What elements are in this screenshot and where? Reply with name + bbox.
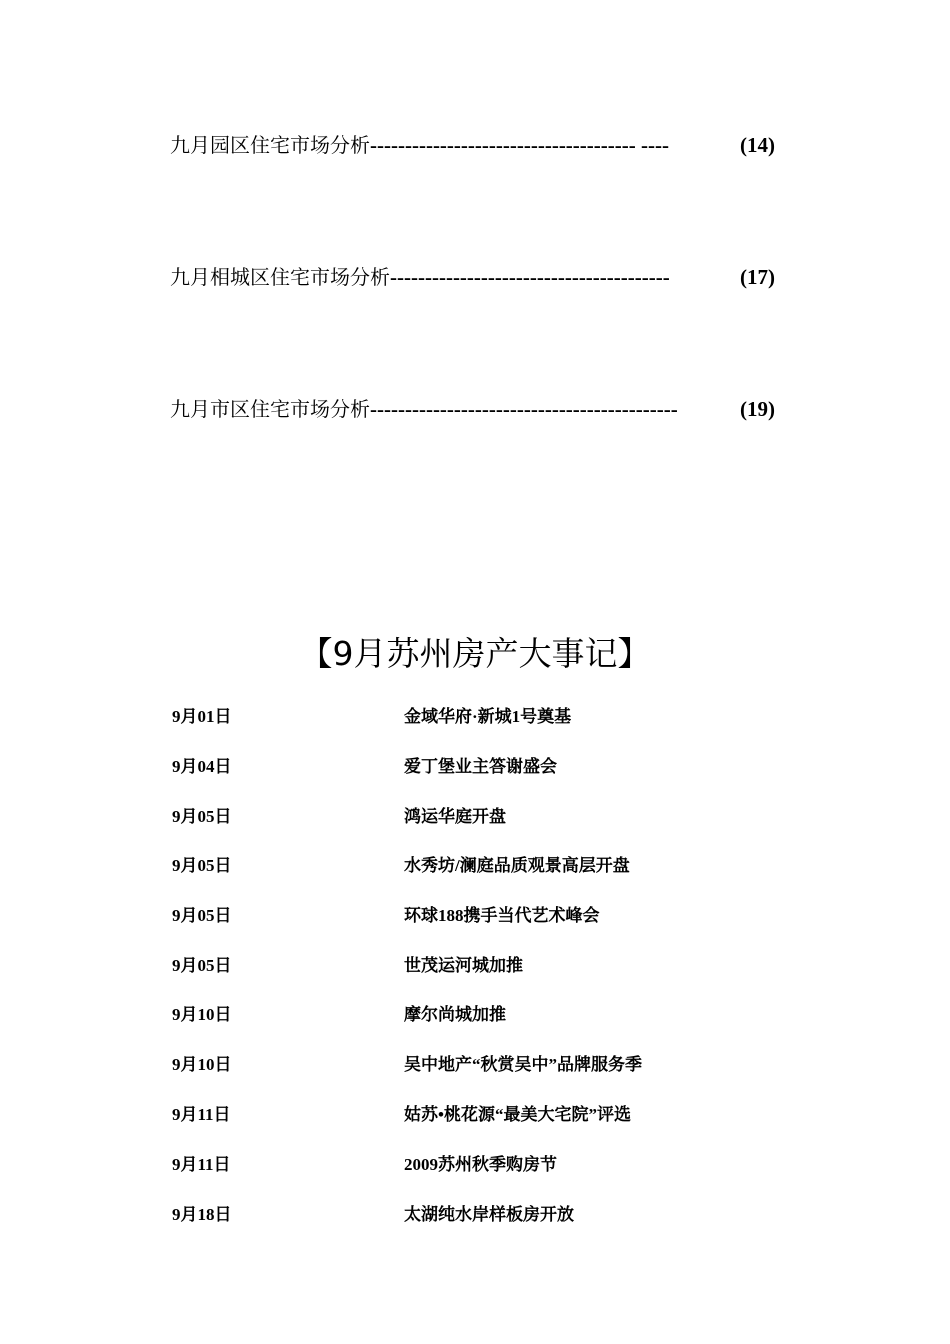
event-name: 水秀坊/澜庭品质观景高层开盘 xyxy=(404,856,630,875)
event-row xyxy=(172,704,792,730)
event-row xyxy=(172,953,792,979)
event-row xyxy=(172,1152,792,1178)
event-row xyxy=(172,754,792,780)
event-date: 9月05日 xyxy=(172,906,232,925)
event-date: 9月05日 xyxy=(172,807,232,826)
toc-entry-title: 九月园区住宅市场分析 xyxy=(170,133,370,157)
toc-entry-page: (14) xyxy=(740,133,775,157)
event-name: 爱丁堡业主答谢盛会 xyxy=(404,757,557,776)
event-date: 9月05日 xyxy=(172,956,232,975)
event-date: 9月05日 xyxy=(172,856,232,875)
event-name: 太湖纯水岸样板房开放 xyxy=(404,1205,574,1224)
toc-entry-page: (17) xyxy=(740,265,775,289)
event-row xyxy=(172,853,792,879)
event-date: 9月11日 xyxy=(172,1155,231,1174)
event-date: 9月04日 xyxy=(172,757,232,776)
event-row xyxy=(172,1052,792,1078)
event-date: 9月10日 xyxy=(172,1005,232,1024)
toc-entry xyxy=(170,396,775,422)
toc-entry-page: (19) xyxy=(740,397,775,421)
event-name: 摩尔尚城加推 xyxy=(404,1005,506,1024)
event-name: 世茂运河城加推 xyxy=(404,956,523,975)
toc-entry-leader: -------------------------------------- ---- xyxy=(370,133,669,157)
toc-entry-title: 九月市区住宅市场分析 xyxy=(170,397,370,421)
toc-entry-leader: -------------------------------------------- xyxy=(370,397,678,421)
event-row xyxy=(172,1002,792,1028)
event-date: 9月18日 xyxy=(172,1205,232,1224)
event-date: 9月01日 xyxy=(172,707,232,726)
event-name: 环球188携手当代艺术峰会 xyxy=(404,906,600,925)
event-date: 9月10日 xyxy=(172,1055,232,1074)
events-section-title: 【9月苏州房产大事记】 xyxy=(299,634,651,673)
event-name: 姑苏•桃花源“最美大宅院”评选 xyxy=(404,1105,631,1124)
event-name: 2009苏州秋季购房节 xyxy=(404,1155,557,1174)
event-name: 吴中地产“秋赏吴中”品牌服务季 xyxy=(404,1055,642,1074)
toc-entry xyxy=(170,132,775,158)
event-name: 鸿运华庭开盘 xyxy=(404,807,506,826)
toc-entry-title: 九月相城区住宅市场分析 xyxy=(170,265,390,289)
toc-entry xyxy=(170,264,775,290)
event-row xyxy=(172,1202,792,1228)
event-name: 金域华府·新城1号奠基 xyxy=(404,707,572,726)
event-row xyxy=(172,1102,792,1128)
event-row xyxy=(172,804,792,830)
toc-entry-leader: ---------------------------------------- xyxy=(390,265,670,289)
event-row xyxy=(172,903,792,929)
event-date: 9月11日 xyxy=(172,1105,231,1124)
